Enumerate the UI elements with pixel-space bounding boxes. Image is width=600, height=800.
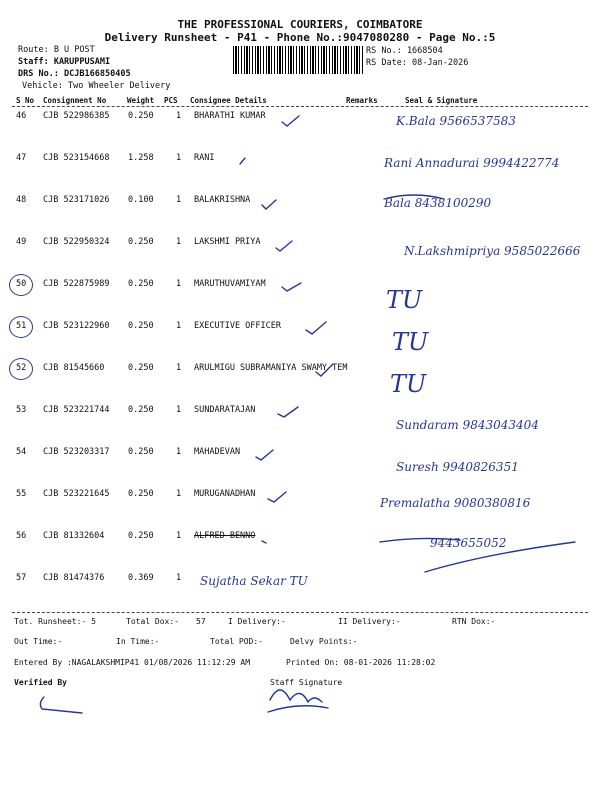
printed-on: Printed On: 08-01-2026 11:28:02 [286,658,436,667]
row-consignee: SUNDARATAJAN [194,405,256,415]
i-delivery: I Delivery:- [228,617,286,626]
table-row [0,531,600,573]
header-divider [12,106,588,107]
row-pcs: 1 [176,363,182,373]
row-consignment: CJB 523221645 [43,489,110,499]
signature: Suresh 9940826351 [396,460,519,474]
barcode [233,46,363,74]
table-row [0,321,600,363]
row-weight: 0.250 [128,447,154,457]
total-dox-label: Total Dox:- [126,617,179,626]
row-consignment: CJB 523203317 [43,447,110,457]
signature: TU [386,286,423,314]
row-consignee: MARUTHUVAMIYAM [194,279,266,289]
row-consignment: CJB 81332604 [43,531,105,541]
col-remarks: Remarks [346,96,378,105]
col-consignee: Consignee Details [190,96,267,105]
sno-circle-mark [9,274,33,296]
row-sno: 54 [16,447,27,457]
row-consignee: ALFRED BENNO [194,531,256,541]
row-weight: 0.250 [128,111,154,121]
row-sno: 47 [16,153,27,163]
delvy-points: Delvy Points:- [290,637,358,646]
row-sno: 56 [16,531,27,541]
row-pcs: 1 [176,153,182,163]
row-weight: 0.369 [128,573,154,583]
staff-label: Staff: KARUPPUSAMI [18,57,111,67]
row-weight: 0.250 [128,489,154,499]
signature: N.Lakshmipriya 9585022666 [404,244,581,258]
signature: Sujatha Sekar TU [200,574,308,588]
signature: Sundaram 9843043404 [396,418,539,432]
signature: Premalatha 9080380816 [380,496,531,510]
row-consignee: BHARATHI KUMAR [194,111,266,121]
row-consignee: LAKSHMI PRIYA [194,237,261,247]
row-pcs: 1 [176,195,182,205]
total-dox-value: 57 [196,617,206,626]
in-time: In Time:- [116,637,160,646]
row-sno: 55 [16,489,27,499]
row-weight: 1.258 [128,153,154,163]
row-sno: 51 [16,321,27,331]
rtn-dox: RTN Dox:- [452,617,496,626]
tot-runsheet: Tot. Runsheet:- 5 [14,617,96,626]
row-consignment: CJB 523171026 [43,195,110,205]
row-consignment: CJB 81474376 [43,573,105,583]
signature: TU [390,370,427,398]
staff-signature-scribble [268,690,328,712]
row-weight: 0.100 [128,195,154,205]
row-pcs: 1 [176,321,182,331]
staff-signature: Staff Signature [270,678,343,687]
row-consignment: CJB 522986385 [43,111,110,121]
row-consignment: CJB 523122960 [43,321,110,331]
row-sno: 49 [16,237,27,247]
col-weight: Weight [127,96,155,105]
row-sno: 50 [16,279,27,289]
ii-delivery: II Delivery:- [338,617,401,626]
sno-circle-mark [9,316,33,338]
row-sno: 57 [16,573,27,583]
entered-by: Entered By :NAGALAKSHMIP41 01/08/2026 11:12:29 AM [14,658,251,667]
table-row [0,195,600,237]
row-pcs: 1 [176,531,182,541]
row-consignment: CJB 522875989 [43,279,110,289]
col-consignment: Consignment No [43,96,107,105]
signature: Bala 8438100290 [384,196,492,210]
row-consignee: EXECUTIVE OFFICER [194,321,281,331]
row-weight: 0.250 [128,531,154,541]
row-consignee: MURUGANADHAN [194,489,256,499]
row-consignee: RANI [194,153,215,163]
table-row [0,279,600,321]
row-weight: 0.250 [128,405,154,415]
signature: K.Bala 9566537583 [396,114,516,128]
verified-by: Verified By [14,678,67,687]
row-consignment: CJB 81545660 [43,363,105,373]
col-pcs: PCS [164,96,178,105]
row-consignment: CJB 523221744 [43,405,110,415]
row-weight: 0.250 [128,363,154,373]
row-weight: 0.250 [128,321,154,331]
signature: TU [392,328,429,356]
total-pod: Total POD:- [210,637,263,646]
row-consignment: CJB 522950324 [43,237,110,247]
signature: Rani Annadurai 9994422774 [384,156,560,170]
row-consignment: CJB 523154668 [43,153,110,163]
row-pcs: 1 [176,447,182,457]
row-pcs: 1 [176,279,182,289]
route-label: Route: B U POST [18,45,95,55]
row-consignee: BALAKRISHNA [194,195,251,205]
company-title: THE PROFESSIONAL COURIERS, COIMBATORE [177,18,423,31]
verified-signature [40,697,82,713]
row-weight: 0.250 [128,279,154,289]
table-row [0,363,600,405]
row-pcs: 1 [176,405,182,415]
runsheet-title: Delivery Runsheet - P41 - Phone No.:9047080280 - Page No.:5 [104,31,496,44]
col-sno: S No [16,96,35,105]
row-sno: 52 [16,363,27,373]
row-weight: 0.250 [128,237,154,247]
vehicle-label: Vehicle: Two Wheeler Delivery [22,81,171,91]
rs-date: RS Date: 08-Jan-2026 [366,58,469,68]
signature: 9443655052 [430,536,507,550]
row-pcs: 1 [176,111,182,121]
row-consignee: MAHADEVAN [194,447,241,457]
row-sno: 48 [16,195,27,205]
row-pcs: 1 [176,237,182,247]
rs-number: RS No.: 1668504 [366,46,443,56]
col-seal-signature: Seal & Signature [405,96,478,105]
footer-divider [12,612,588,613]
out-time: Out Time:- [14,637,63,646]
drs-number: DRS No.: DCJB166850405 [18,69,131,79]
sno-circle-mark [9,358,33,380]
row-pcs: 1 [176,489,182,499]
row-sno: 53 [16,405,27,415]
row-pcs: 1 [176,573,182,583]
row-sno: 46 [16,111,27,121]
row-consignee: ARULMIGU SUBRAMANIYA SWAMY TEM [194,363,348,373]
